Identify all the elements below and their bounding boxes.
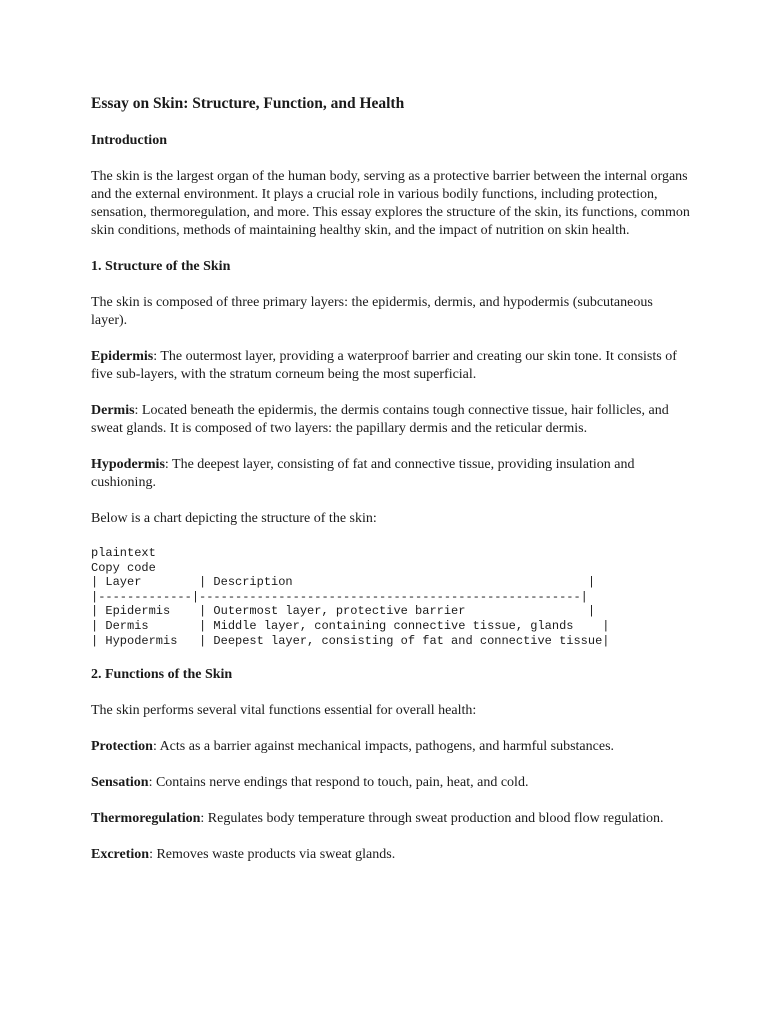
dermis-description: : Located beneath the epidermis, the dermis contains tough connective tissue, hair follicles, and sweat glands. It is composed of two layers: the papillary dermis and the reticular dermis.: [91, 403, 669, 436]
hypodermis-paragraph: [91, 456, 691, 492]
excretion-paragraph: [91, 846, 691, 864]
code-line: | Layer | Description |: [91, 575, 596, 590]
sensation-paragraph: [91, 774, 691, 792]
thermoregulation-term: Thermoregulation: [91, 811, 201, 827]
structure-lead-paragraph: The skin is composed of three primary layers: the epidermis, dermis, and hypodermis (subcutaneous layer).: [91, 295, 653, 328]
code-line: | Hypodermis | Deepest layer, consisting of fat and connective tissue|: [91, 633, 610, 648]
protection-paragraph: [91, 738, 691, 756]
code-line: |-------------|-----------------------------------------------------|: [91, 589, 588, 604]
epidermis-term: Epidermis: [91, 349, 154, 364]
introduction-paragraph: The skin is the largest organ of the human body, serving as a protective barrier between the internal organs and the external environment. It plays a crucial role in various bodily functions, including protection, sensation, thermoregulation, and more. This essay explores the structure of the skin, its functions, common skin conditions, methods of maintaining healthy skin, and the impact of nutrition on skin health.: [91, 169, 690, 238]
code-block: [91, 546, 691, 648]
document-title: Essay on Skin: Structure, Function, and Health: [91, 95, 405, 112]
sensation-term: Sensation: [91, 775, 149, 791]
hypodermis-term: Hypodermis: [91, 457, 165, 472]
epidermis-paragraph: [91, 348, 691, 384]
code-line: | Dermis | Middle layer, containing connective tissue, glands |: [91, 618, 610, 633]
copy-code-label: Copy code: [91, 560, 156, 575]
epidermis-description: : The outermost layer, providing a waterproof barrier and creating our skin tone. It consists of five sub-layers, with the stratum corneum being the most superficial.: [91, 349, 677, 382]
functions-heading: 2. Functions of the Skin: [91, 667, 233, 683]
excretion-term: Excretion: [91, 847, 150, 863]
thermoregulation-paragraph: [91, 810, 691, 828]
sensation-description: : Contains nerve endings that respond to touch, pain, heat, and cold.: [148, 775, 529, 791]
protection-term: Protection: [91, 739, 153, 755]
code-line: | Epidermis | Outermost layer, protective barrier |: [91, 604, 596, 619]
excretion-description: : Removes waste products via sweat glands.: [149, 847, 396, 863]
hypodermis-description: : The deepest layer, consisting of fat and connective tissue, providing insulation and cushioning.: [91, 457, 635, 490]
code-language-label: plaintext: [91, 546, 156, 560]
introduction-heading: Introduction: [91, 133, 167, 148]
thermoregulation-description: : Regulates body temperature through sweat production and blood flow regulation.: [200, 811, 664, 827]
protection-description: : Acts as a barrier against mechanical impacts, pathogens, and harmful substances.: [152, 739, 615, 755]
document-page: [91, 94, 691, 864]
functions-lead-paragraph: The skin performs several vital functions essential for overall health:: [91, 703, 477, 719]
dermis-term: Dermis: [91, 403, 135, 418]
chart-intro-paragraph: Below is a chart depicting the structure of the skin:: [91, 511, 377, 526]
dermis-paragraph: [91, 402, 691, 438]
structure-heading: 1. Structure of the Skin: [91, 259, 231, 274]
